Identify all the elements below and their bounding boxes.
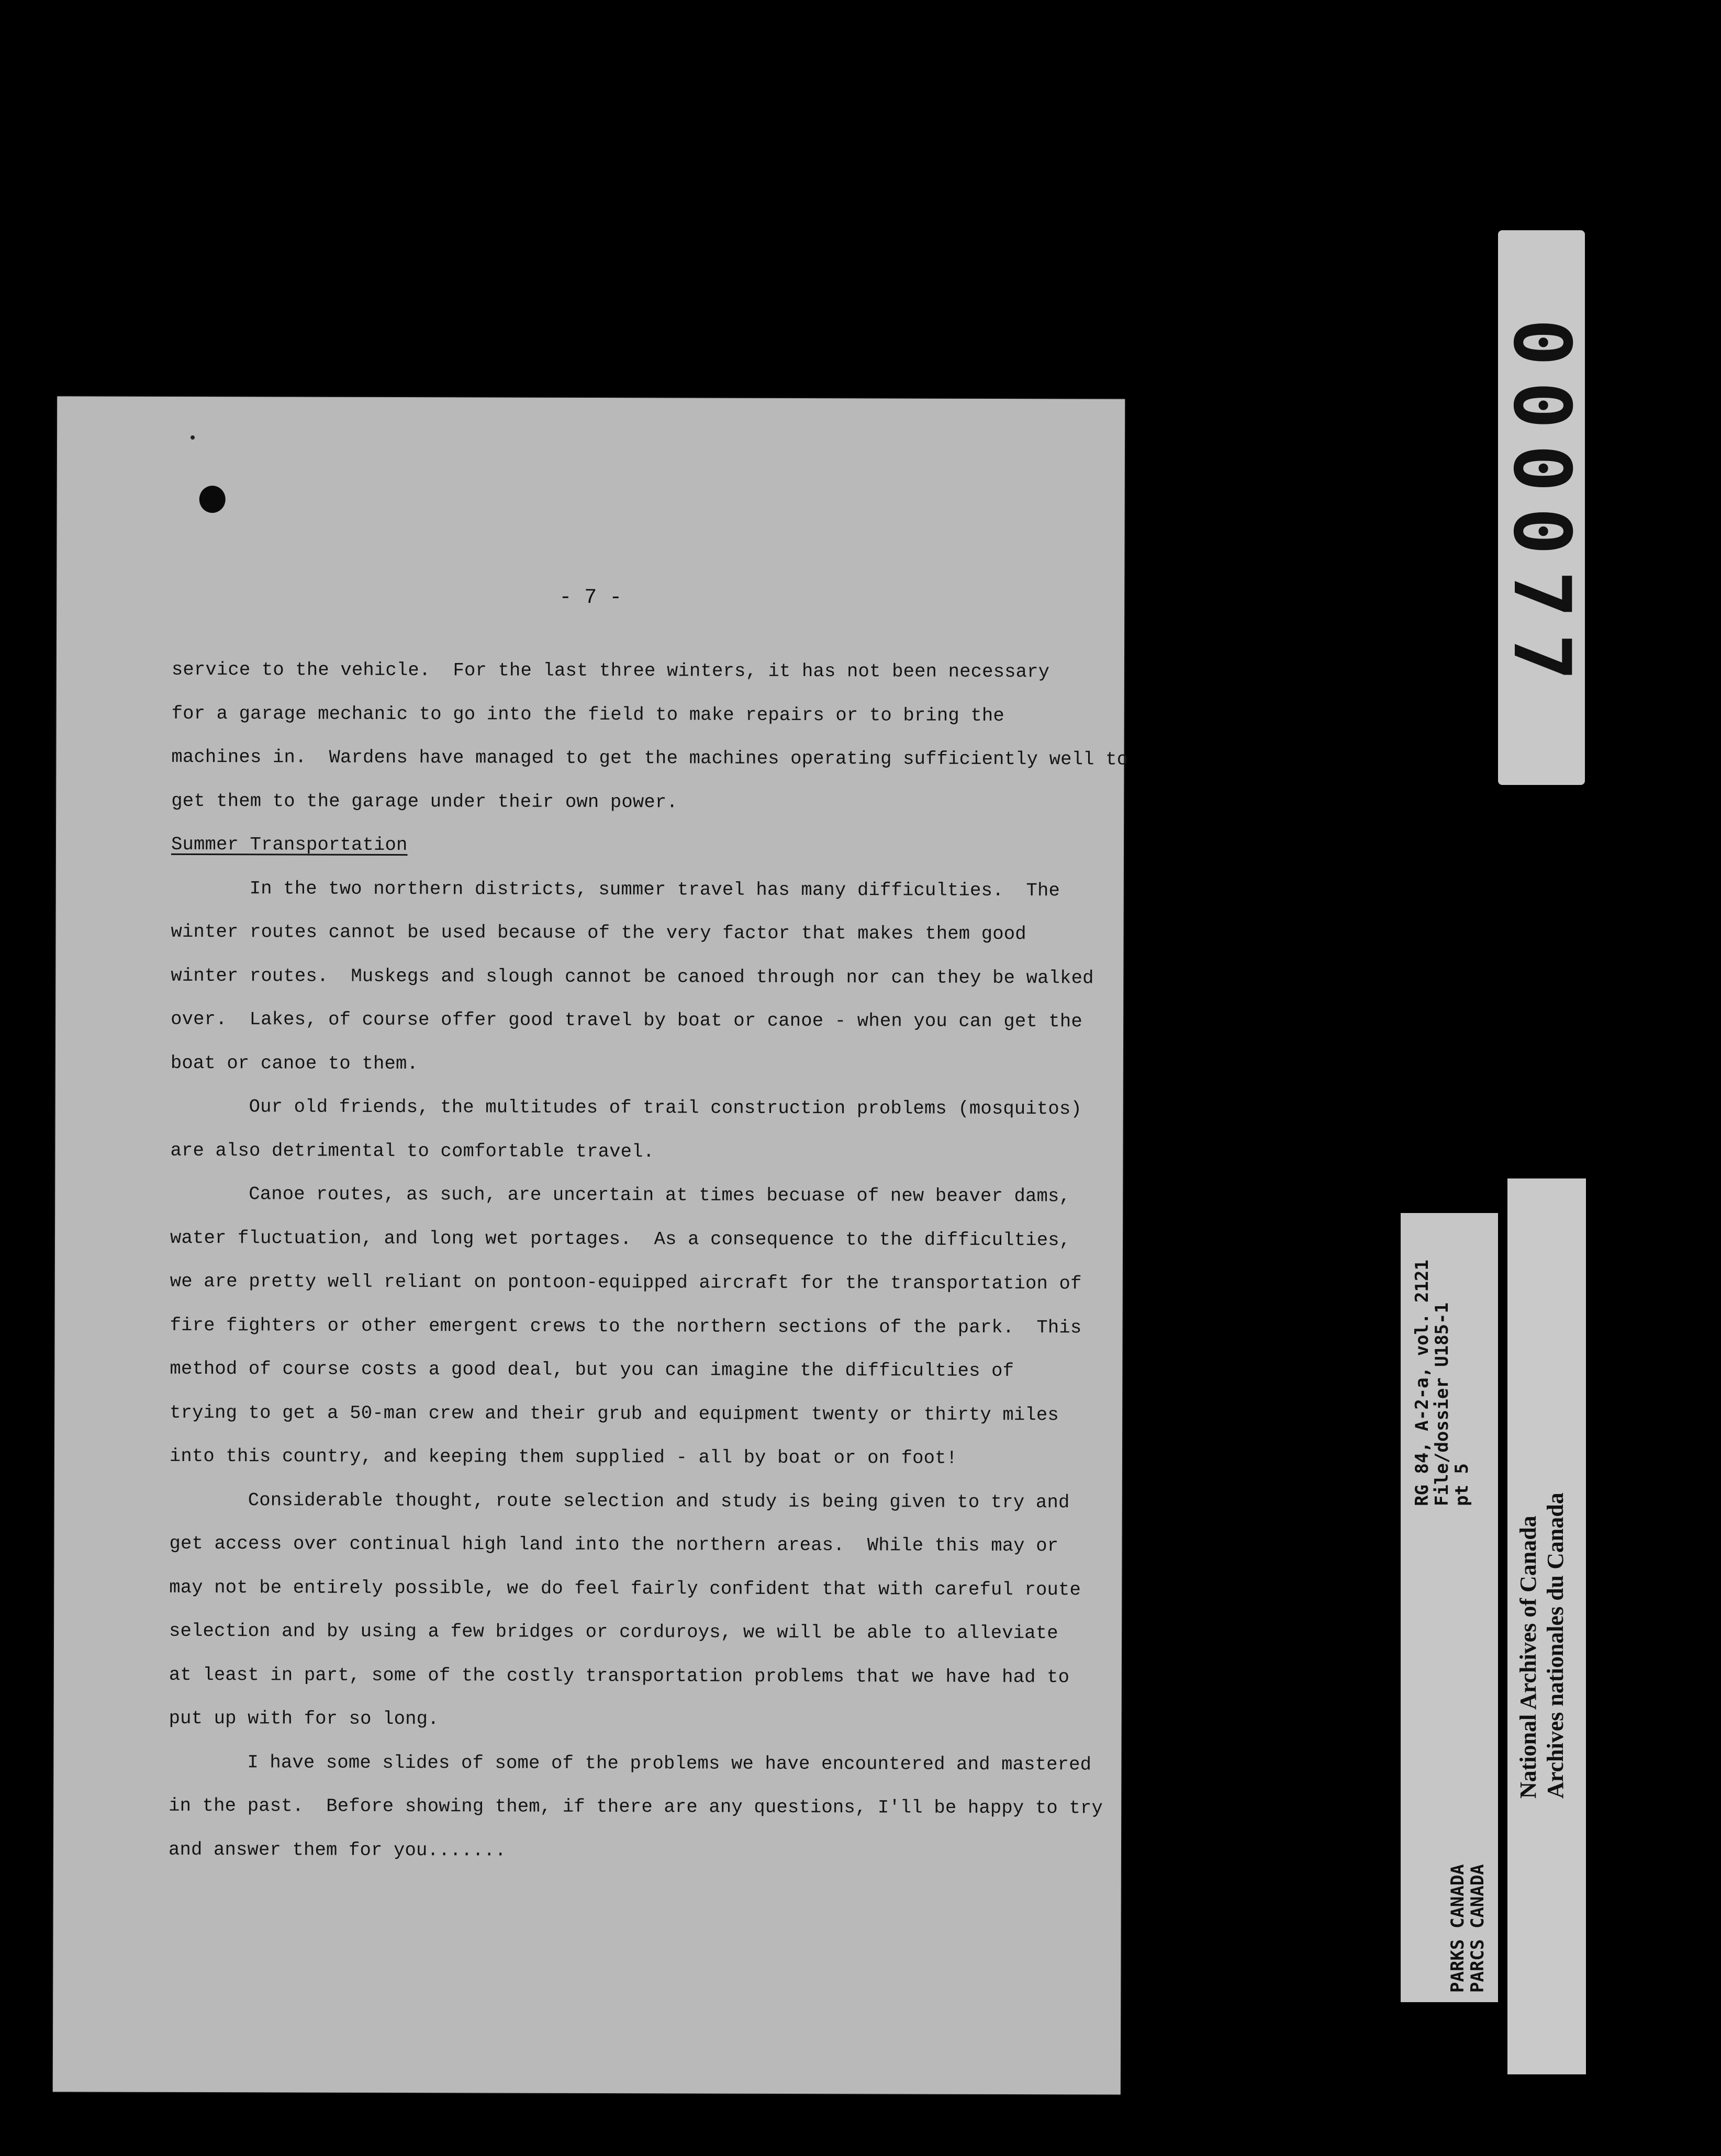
reference-text [1412, 1260, 1472, 1506]
reference-line-3: pt 5 [1451, 1463, 1472, 1506]
document-body [169, 648, 1198, 1874]
text-line: are also detrimental to comfortable travel. [170, 1139, 655, 1162]
text-line: winter routes cannot be used because of the very factor that makes them good [171, 920, 1026, 945]
text-line: In the two northern districts, summer travel has many difficulties. The [249, 877, 1060, 901]
text-line: for a garage mechanic to go into the field to make repairs or to bring the [171, 702, 1004, 726]
text-line: Canoe routes, as such, are uncertain at times becuase of new beaver dams, [249, 1183, 1071, 1207]
frame-counter: 000077 [1496, 319, 1587, 697]
text-line: we are pretty well reliant on pontoon-equipped aircraft for the transportation of [170, 1270, 1082, 1295]
text-line: I have some slides of some of the problems we have encountered and mastered [247, 1751, 1092, 1776]
text-line: trying to get a 50-man crew and their grub and equipment twenty or thirty miles [170, 1401, 1059, 1425]
text-line: get access over continual high land into the northern areas. While this may or [169, 1532, 1059, 1557]
text-line: in the past. Before showing them, if there are any questions, I'll be happy to try [169, 1794, 1103, 1819]
text-line: method of course costs a good deal, but you can imagine the difficulties of [170, 1357, 1014, 1382]
reference-line-1: RG 84, A-2-a, vol. 2121 [1412, 1260, 1433, 1506]
text-line: at least in part, some of the costly transportation problems that we have had to [169, 1664, 1070, 1688]
reference-line-2: File/dossier U185-1 [1432, 1302, 1452, 1506]
institution-fr: Archives nationales du Canada [1543, 1492, 1568, 1799]
text-line: water fluctuation, and long wet portages. As a consequence to the difficulties, [170, 1227, 1071, 1251]
text-line: service to the vehicle. For the last three winters, it has not been necessary [171, 658, 1050, 683]
text-line: may not be entirely possible, we do feel fairly confident that with careful route [169, 1576, 1081, 1600]
text-line: get them to the garage under their own power. [171, 790, 678, 813]
agency-en: PARKS CANADA [1447, 1864, 1468, 1993]
text-line: into this country, and keeping them supplied - all by boat or on foot! [169, 1445, 958, 1469]
text-line: boat or canoe to them. [170, 1052, 419, 1074]
text-line: Our old friends, the multitudes of trail construction problems (mosquitos) [249, 1096, 1082, 1120]
agency-fr: PARCS CANADA [1467, 1864, 1488, 1993]
punch-hole [199, 486, 226, 513]
text-line: machines in. Wardens have managed to get the machines operating sufficiently well to [171, 746, 1128, 770]
document-page [53, 396, 1128, 2094]
page-speck [191, 435, 195, 440]
institution-text [1515, 1492, 1569, 1799]
text-line: put up with for so long. [169, 1707, 439, 1730]
text-line: and answer them for you....... [168, 1838, 507, 1861]
frame-counter-strip [1498, 230, 1585, 785]
text-line: Considerable thought, route selection and study is being given to try and [248, 1489, 1070, 1513]
agency-text [1448, 1864, 1488, 1993]
institution-en: National Archives of Canada [1515, 1515, 1541, 1799]
archives-label-strip [1507, 1178, 1586, 2074]
text-line: winter routes. Muskegs and slough cannot be canoed through nor can they be walked [171, 964, 1094, 989]
page-number: - 7 - [559, 586, 622, 610]
text-line: fire fighters or other emergent crews to the northern sections of the park. This [170, 1314, 1082, 1338]
text-line: selection and by using a few bridges or corduroys, we will be able to alleviate [169, 1620, 1058, 1644]
section-heading: Summer Transportation [171, 833, 408, 856]
text-line: over. Lakes, of course offer good travel by boat or canoe - when you can get the [171, 1008, 1082, 1032]
reference-label-strip [1401, 1213, 1498, 2002]
